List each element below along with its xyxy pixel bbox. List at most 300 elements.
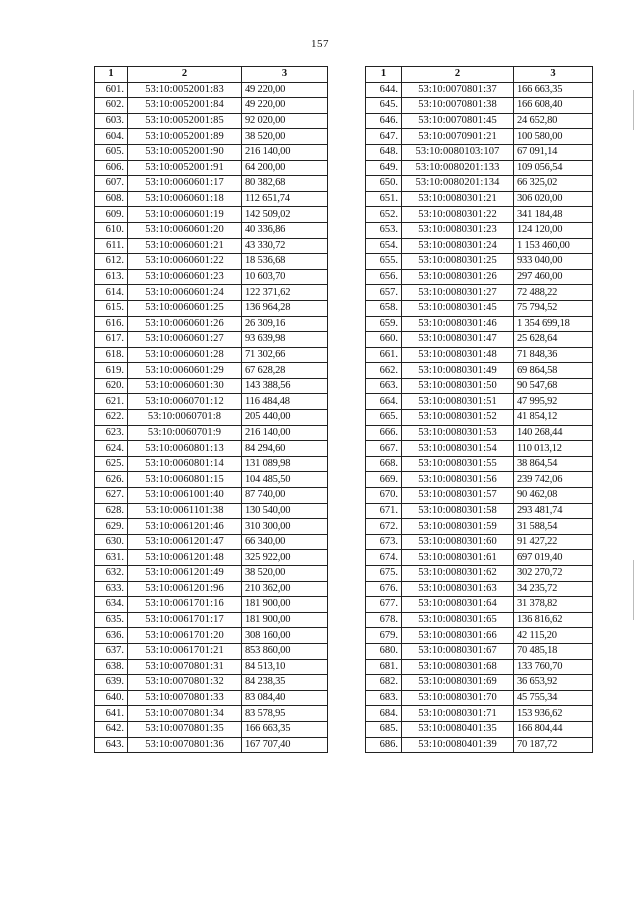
cadastral-number: 53:10:0080201:134 (402, 176, 514, 192)
cadastral-value: 42 115,20 (514, 628, 593, 644)
table-row (95, 300, 328, 316)
cadastral-number: 53:10:0080301:22 (402, 207, 514, 223)
cadastral-number: 53:10:0070901:21 (402, 129, 514, 145)
cadastral-value: 216 140,00 (242, 144, 328, 160)
cadastral-number: 53:10:0070801:38 (402, 98, 514, 114)
row-number: 672. (366, 519, 402, 535)
row-number: 682. (366, 675, 402, 691)
cadastral-number: 53:10:0052001:83 (128, 82, 242, 98)
scan-edge-mark (633, 90, 634, 130)
cadastral-value: 110 013,12 (514, 441, 593, 457)
cadastral-value: 1 153 460,00 (514, 238, 593, 254)
table-row (366, 316, 593, 332)
row-number: 607. (95, 176, 128, 192)
table-row (95, 378, 328, 394)
cadastral-value: 26 309,16 (242, 316, 328, 332)
cadastral-number: 53:10:0080301:27 (402, 285, 514, 301)
cadastral-number: 53:10:0080301:55 (402, 456, 514, 472)
cadastral-value: 104 485,50 (242, 472, 328, 488)
cadastral-value: 116 484,48 (242, 394, 328, 410)
table-row (366, 737, 593, 753)
cadastral-value: 100 580,00 (514, 129, 593, 145)
row-number: 617. (95, 332, 128, 348)
cadastral-value: 140 268,44 (514, 425, 593, 441)
cadastral-number: 53:10:0080301:69 (402, 675, 514, 691)
cadastral-value: 38 520,00 (242, 566, 328, 582)
cadastral-value: 70 187,72 (514, 737, 593, 753)
row-number: 630. (95, 534, 128, 550)
table-row (95, 472, 328, 488)
cadastral-number: 53:10:0060701:12 (128, 394, 242, 410)
cadastral-number: 53:10:0080401:35 (402, 721, 514, 737)
cadastral-value: 142 509,02 (242, 207, 328, 223)
column-header-value: 3 (514, 67, 593, 83)
cadastral-number: 53:10:0060701:9 (128, 425, 242, 441)
table-row (366, 456, 593, 472)
cadastral-number: 53:10:0060601:18 (128, 191, 242, 207)
row-number: 605. (95, 144, 128, 160)
table-row (366, 441, 593, 457)
cadastral-number: 53:10:0080301:67 (402, 643, 514, 659)
cadastral-number: 53:10:0080301:51 (402, 394, 514, 410)
cadastral-value: 34 235,72 (514, 581, 593, 597)
cadastral-number: 53:10:0060601:28 (128, 347, 242, 363)
row-number: 670. (366, 488, 402, 504)
cadastral-value: 10 603,70 (242, 269, 328, 285)
cadastral-number: 53:10:0052001:90 (128, 144, 242, 160)
cadastral-number: 53:10:0080301:66 (402, 628, 514, 644)
row-number: 639. (95, 675, 128, 691)
row-number: 614. (95, 285, 128, 301)
cadastral-number: 53:10:0080301:68 (402, 659, 514, 675)
table-row (95, 675, 328, 691)
cadastral-number: 53:10:0080301:70 (402, 690, 514, 706)
cadastral-value: 93 639,98 (242, 332, 328, 348)
table-row (366, 503, 593, 519)
cadastral-number: 53:10:0061701:21 (128, 643, 242, 659)
cadastral-value: 109 056,54 (514, 160, 593, 176)
table-row (95, 129, 328, 145)
row-number: 613. (95, 269, 128, 285)
table-row (366, 612, 593, 628)
row-number: 631. (95, 550, 128, 566)
cadastral-number: 53:10:0070801:31 (128, 659, 242, 675)
row-number: 633. (95, 581, 128, 597)
table-row (366, 285, 593, 301)
row-number: 609. (95, 207, 128, 223)
cadastral-number: 53:10:0080301:71 (402, 706, 514, 722)
table-row (95, 410, 328, 426)
cadastral-value: 75 794,52 (514, 300, 593, 316)
cadastral-number: 53:10:0060601:22 (128, 254, 242, 270)
cadastral-value: 136 816,62 (514, 612, 593, 628)
cadastral-number: 53:10:0080301:46 (402, 316, 514, 332)
row-number: 655. (366, 254, 402, 270)
table-row (366, 347, 593, 363)
table-row (366, 207, 593, 223)
table-row (366, 519, 593, 535)
cadastral-number: 53:10:0061101:38 (128, 503, 242, 519)
cadastral-value: 239 742,06 (514, 472, 593, 488)
cadastral-value: 72 488,22 (514, 285, 593, 301)
table-row (366, 378, 593, 394)
row-number: 641. (95, 706, 128, 722)
row-number: 648. (366, 144, 402, 160)
row-number: 638. (95, 659, 128, 675)
table-row (366, 675, 593, 691)
cadastral-number: 53:10:0070801:37 (402, 82, 514, 98)
cadastral-value: 143 388,56 (242, 378, 328, 394)
row-number: 612. (95, 254, 128, 270)
row-number: 652. (366, 207, 402, 223)
cadastral-number: 53:10:0080301:25 (402, 254, 514, 270)
page-number: 157 (311, 38, 329, 50)
cadastral-number: 53:10:0061201:49 (128, 566, 242, 582)
cadastral-number: 53:10:0080301:59 (402, 519, 514, 535)
row-number: 627. (95, 488, 128, 504)
cadastral-value: 933 040,00 (514, 254, 593, 270)
cadastral-value: 130 540,00 (242, 503, 328, 519)
table-row (366, 659, 593, 675)
row-number: 649. (366, 160, 402, 176)
cadastral-value: 122 371,62 (242, 285, 328, 301)
cadastral-number: 53:10:0060801:14 (128, 456, 242, 472)
cadastral-value: 92 020,00 (242, 113, 328, 129)
cadastral-number: 53:10:0070801:45 (402, 113, 514, 129)
cadastral-value: 91 427,22 (514, 534, 593, 550)
table-row (95, 690, 328, 706)
cadastral-number: 53:10:0080301:49 (402, 363, 514, 379)
table-row (95, 550, 328, 566)
row-number: 676. (366, 581, 402, 597)
cadastral-value: 64 200,00 (242, 160, 328, 176)
table-row (95, 566, 328, 582)
cadastral-value: 133 760,70 (514, 659, 593, 675)
table-row (366, 269, 593, 285)
row-number: 667. (366, 441, 402, 457)
row-number: 675. (366, 566, 402, 582)
row-number: 601. (95, 82, 128, 98)
cadastral-value: 306 020,00 (514, 191, 593, 207)
cadastral-number: 53:10:0060601:20 (128, 222, 242, 238)
cadastral-number: 53:10:0060601:27 (128, 332, 242, 348)
cadastral-number: 53:10:0080301:23 (402, 222, 514, 238)
cadastral-value: 41 854,12 (514, 410, 593, 426)
cadastral-number: 53:10:0060801:13 (128, 441, 242, 457)
row-number: 663. (366, 378, 402, 394)
cadastral-number: 53:10:0060701:8 (128, 410, 242, 426)
cadastral-value: 166 663,35 (242, 721, 328, 737)
cadastral-value: 205 440,00 (242, 410, 328, 426)
table-row (366, 534, 593, 550)
row-number: 624. (95, 441, 128, 457)
row-number: 632. (95, 566, 128, 582)
cadastral-number: 53:10:0070801:32 (128, 675, 242, 691)
cadastral-number: 53:10:0080301:21 (402, 191, 514, 207)
cadastral-value: 71 848,36 (514, 347, 593, 363)
table-row (366, 129, 593, 145)
cadastral-value: 124 120,00 (514, 222, 593, 238)
table-row (366, 550, 593, 566)
cadastral-number: 53:10:0060601:24 (128, 285, 242, 301)
cadastral-number: 53:10:0061201:48 (128, 550, 242, 566)
cadastral-value: 84 294,60 (242, 441, 328, 457)
row-number: 616. (95, 316, 128, 332)
table-row (366, 254, 593, 270)
cadastral-value: 853 860,00 (242, 643, 328, 659)
table-row (95, 628, 328, 644)
row-number: 637. (95, 643, 128, 659)
cadastral-value: 697 019,40 (514, 550, 593, 566)
cadastral-number: 53:10:0080301:47 (402, 332, 514, 348)
table-row (95, 659, 328, 675)
cadastral-value: 84 513,10 (242, 659, 328, 675)
cadastral-value: 166 608,40 (514, 98, 593, 114)
table-row (95, 519, 328, 535)
cadastral-number: 53:10:0080103:107 (402, 144, 514, 160)
cadastral-number: 53:10:0052001:85 (128, 113, 242, 129)
row-number: 673. (366, 534, 402, 550)
table-row (366, 300, 593, 316)
cadastral-number: 53:10:0070801:35 (128, 721, 242, 737)
cadastral-number: 53:10:0080301:24 (402, 238, 514, 254)
cadastral-value: 49 220,00 (242, 98, 328, 114)
row-number: 685. (366, 721, 402, 737)
table-row (95, 269, 328, 285)
cadastral-value: 325 922,00 (242, 550, 328, 566)
right-cadastral-table (365, 66, 593, 753)
row-number: 618. (95, 347, 128, 363)
cadastral-number: 53:10:0060801:15 (128, 472, 242, 488)
row-number: 681. (366, 659, 402, 675)
cadastral-value: 167 707,40 (242, 737, 328, 753)
cadastral-number: 53:10:0080301:64 (402, 597, 514, 613)
table-row (366, 82, 593, 98)
cadastral-number: 53:10:0070801:33 (128, 690, 242, 706)
cadastral-value: 31 588,54 (514, 519, 593, 535)
cadastral-number: 53:10:0080201:133 (402, 160, 514, 176)
table-row (95, 737, 328, 753)
cadastral-value: 36 653,92 (514, 675, 593, 691)
cadastral-number: 53:10:0070801:36 (128, 737, 242, 753)
scan-edge-mark (633, 560, 634, 620)
row-number: 647. (366, 129, 402, 145)
row-number: 677. (366, 597, 402, 613)
cadastral-value: 31 378,82 (514, 597, 593, 613)
row-number: 625. (95, 456, 128, 472)
right-table-body (366, 82, 593, 753)
cadastral-value: 302 270,72 (514, 566, 593, 582)
cadastral-number: 53:10:0080301:26 (402, 269, 514, 285)
table-row (366, 628, 593, 644)
table-row (366, 690, 593, 706)
left-cadastral-table (94, 66, 328, 753)
row-number: 665. (366, 410, 402, 426)
cadastral-number: 53:10:0080301:56 (402, 472, 514, 488)
row-number: 686. (366, 737, 402, 753)
cadastral-value: 24 652,80 (514, 113, 593, 129)
table-row (95, 721, 328, 737)
row-number: 650. (366, 176, 402, 192)
table-row (95, 316, 328, 332)
row-number: 656. (366, 269, 402, 285)
table-row (95, 332, 328, 348)
row-number: 679. (366, 628, 402, 644)
row-number: 603. (95, 113, 128, 129)
table-row (95, 176, 328, 192)
table-row (366, 332, 593, 348)
table-row (366, 238, 593, 254)
row-number: 628. (95, 503, 128, 519)
row-number: 640. (95, 690, 128, 706)
table-row (95, 363, 328, 379)
cadastral-value: 67 628,28 (242, 363, 328, 379)
cadastral-number: 53:10:0060601:21 (128, 238, 242, 254)
table-row (95, 207, 328, 223)
table-row (366, 597, 593, 613)
cadastral-value: 18 536,68 (242, 254, 328, 270)
cadastral-number: 53:10:0080301:53 (402, 425, 514, 441)
cadastral-value: 66 340,00 (242, 534, 328, 550)
cadastral-number: 53:10:0060601:30 (128, 378, 242, 394)
cadastral-number: 53:10:0070801:34 (128, 706, 242, 722)
table-row (95, 425, 328, 441)
table-row (95, 612, 328, 628)
table-row (366, 721, 593, 737)
cadastral-value: 166 663,35 (514, 82, 593, 98)
cadastral-value: 136 964,28 (242, 300, 328, 316)
cadastral-value: 71 302,66 (242, 347, 328, 363)
cadastral-value: 90 462,08 (514, 488, 593, 504)
row-number: 610. (95, 222, 128, 238)
row-number: 620. (95, 378, 128, 394)
row-number: 660. (366, 332, 402, 348)
table-row (95, 222, 328, 238)
cadastral-value: 131 089,98 (242, 456, 328, 472)
table-row (366, 394, 593, 410)
cadastral-value: 341 184,48 (514, 207, 593, 223)
cadastral-number: 53:10:0080301:52 (402, 410, 514, 426)
table-row (95, 488, 328, 504)
cadastral-value: 38 520,00 (242, 129, 328, 145)
table-row (95, 534, 328, 550)
cadastral-number: 53:10:0061201:47 (128, 534, 242, 550)
table-row (95, 160, 328, 176)
cadastral-number: 53:10:0080401:39 (402, 737, 514, 753)
row-number: 615. (95, 300, 128, 316)
row-number: 636. (95, 628, 128, 644)
table-row (95, 441, 328, 457)
cadastral-number: 53:10:0060601:26 (128, 316, 242, 332)
cadastral-number: 53:10:0080301:58 (402, 503, 514, 519)
table-row (366, 160, 593, 176)
row-number: 608. (95, 191, 128, 207)
row-number: 602. (95, 98, 128, 114)
row-number: 619. (95, 363, 128, 379)
cadastral-number: 53:10:0080301:45 (402, 300, 514, 316)
cadastral-value: 70 485,18 (514, 643, 593, 659)
cadastral-number: 53:10:0080301:60 (402, 534, 514, 550)
row-number: 651. (366, 191, 402, 207)
row-number: 668. (366, 456, 402, 472)
cadastral-number: 53:10:0080301:57 (402, 488, 514, 504)
cadastral-value: 38 864,54 (514, 456, 593, 472)
row-number: 664. (366, 394, 402, 410)
cadastral-value: 166 804,44 (514, 721, 593, 737)
row-number: 643. (95, 737, 128, 753)
cadastral-number: 53:10:0052001:89 (128, 129, 242, 145)
cadastral-number: 53:10:0061001:40 (128, 488, 242, 504)
cadastral-number: 53:10:0052001:84 (128, 98, 242, 114)
cadastral-value: 67 091,14 (514, 144, 593, 160)
cadastral-value: 66 325,02 (514, 176, 593, 192)
cadastral-number: 53:10:0080301:48 (402, 347, 514, 363)
cadastral-value: 47 995,92 (514, 394, 593, 410)
table-row (95, 597, 328, 613)
table-row (366, 191, 593, 207)
row-number: 662. (366, 363, 402, 379)
cadastral-value: 83 578,95 (242, 706, 328, 722)
cadastral-value: 40 336,86 (242, 222, 328, 238)
row-number: 646. (366, 113, 402, 129)
cadastral-value: 1 354 699,18 (514, 316, 593, 332)
column-header-cadastral-number: 2 (402, 67, 514, 83)
table-row (95, 285, 328, 301)
cadastral-value: 297 460,00 (514, 269, 593, 285)
table-row (366, 706, 593, 722)
column-header-cadastral-number: 2 (128, 67, 242, 83)
row-number: 634. (95, 597, 128, 613)
row-number: 626. (95, 472, 128, 488)
cadastral-value: 181 900,00 (242, 612, 328, 628)
table-row (366, 144, 593, 160)
table-row (95, 254, 328, 270)
cadastral-number: 53:10:0061701:20 (128, 628, 242, 644)
table-row (95, 456, 328, 472)
cadastral-number: 53:10:0061701:16 (128, 597, 242, 613)
table-row (95, 238, 328, 254)
table-row (366, 113, 593, 129)
cadastral-value: 80 382,68 (242, 176, 328, 192)
cadastral-value: 153 936,62 (514, 706, 593, 722)
row-number: 606. (95, 160, 128, 176)
row-number: 669. (366, 472, 402, 488)
table-row (95, 144, 328, 160)
table-row (366, 643, 593, 659)
table-row (366, 566, 593, 582)
cadastral-value: 83 084,40 (242, 690, 328, 706)
cadastral-number: 53:10:0080301:62 (402, 566, 514, 582)
cadastral-value: 25 628,64 (514, 332, 593, 348)
table-row (366, 425, 593, 441)
cadastral-value: 112 651,74 (242, 191, 328, 207)
table-row (366, 410, 593, 426)
row-number: 657. (366, 285, 402, 301)
row-number: 654. (366, 238, 402, 254)
table-row (366, 363, 593, 379)
table-row (95, 191, 328, 207)
left-table-body (95, 82, 328, 753)
table-row (366, 581, 593, 597)
table-header-row (95, 67, 328, 83)
table-row (366, 176, 593, 192)
row-number: 604. (95, 129, 128, 145)
row-number: 658. (366, 300, 402, 316)
cadastral-number: 53:10:0061201:96 (128, 581, 242, 597)
table-row (95, 706, 328, 722)
table-row (95, 394, 328, 410)
cadastral-value: 45 755,34 (514, 690, 593, 706)
